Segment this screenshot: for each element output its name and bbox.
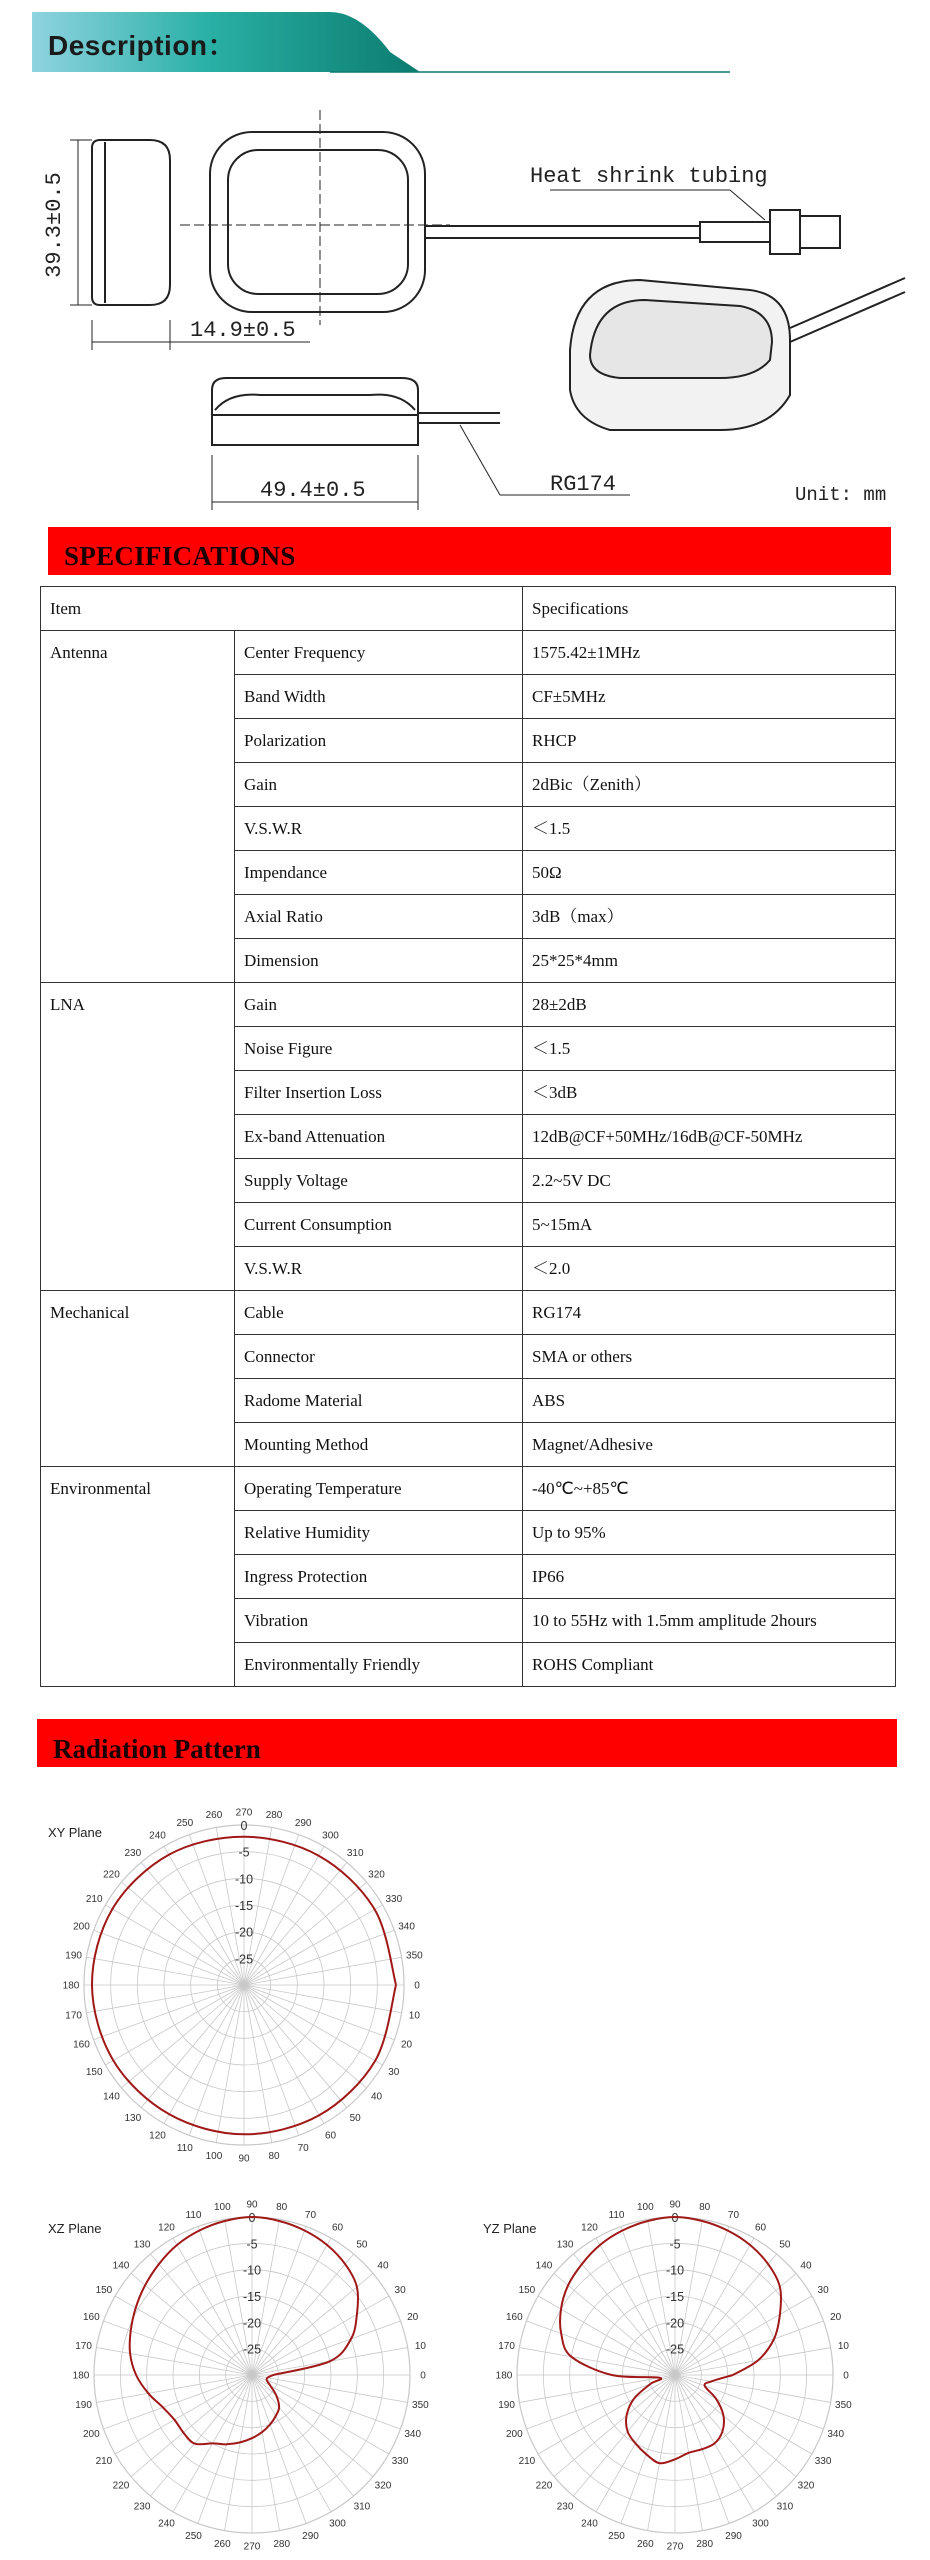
angle-tick-label: 90 (669, 2199, 681, 2211)
angle-tick-label: 320 (797, 2480, 815, 2492)
param-cell: Supply Voltage (235, 1159, 523, 1203)
angle-tick-label: 290 (725, 2531, 742, 2543)
param-cell: Cable (235, 1291, 523, 1335)
angle-tick-label: 260 (636, 2538, 654, 2550)
radial-tick-label: -20 (242, 2316, 262, 2331)
category-cell: Antenna (41, 631, 235, 983)
value-cell: RHCP (523, 719, 896, 763)
angle-tick-label: 290 (294, 1817, 312, 1829)
xz-plane-chart (40, 2180, 460, 2555)
angle-tick-label: 280 (265, 1810, 283, 1822)
chart-title: YZ Plane (483, 2221, 537, 2236)
radial-tick-label: -20 (665, 2316, 685, 2331)
angle-tick-label: 200 (82, 2428, 100, 2440)
chart-title: XY Plane (48, 1825, 102, 1840)
value-cell: 3dB（max） (523, 895, 896, 939)
value-cell: IP66 (523, 1555, 896, 1599)
angle-tick-label: 300 (322, 1830, 339, 1842)
value-cell: ＜2.0 (523, 1247, 896, 1291)
param-cell: Axial Ratio (235, 895, 523, 939)
specifications-title: SPECIFICATIONS (64, 541, 296, 571)
value-cell: 12dB@CF+50MHz/16dB@CF-50MHz (523, 1115, 896, 1159)
angle-tick-label: 280 (696, 2538, 714, 2550)
value-cell: ＜1.5 (523, 807, 896, 851)
angle-tick-label: 130 (124, 2113, 142, 2125)
angle-tick-label: 60 (324, 2130, 337, 2142)
param-cell: V.S.W.R (235, 807, 523, 851)
value-cell: ROHS Compliant (523, 1643, 896, 1687)
param-cell: Impendance (235, 851, 523, 895)
angle-tick-label: 210 (518, 2456, 536, 2467)
angle-tick-label: 110 (185, 2209, 202, 2221)
param-cell: Mounting Method (235, 1423, 523, 1467)
angle-tick-label: 190 (75, 2400, 92, 2412)
angle-tick-label: 170 (498, 2340, 515, 2352)
angle-tick-label: 260 (213, 2538, 231, 2550)
angle-tick-label: 10 (414, 2340, 426, 2352)
radial-tick-label: -15 (242, 2290, 262, 2304)
dim-depth-label: 14.9±0.5 (190, 318, 296, 343)
radiation-pattern-title: Radiation Pattern (53, 1734, 261, 1764)
yz-plane-chart (475, 2180, 895, 2555)
value-cell: Magnet/Adhesive (523, 1423, 896, 1467)
param-cell: Radome Material (235, 1379, 523, 1423)
radial-tick-label: -25 (242, 2342, 262, 2357)
angle-tick-label: 50 (349, 2113, 361, 2125)
angle-tick-label: 210 (85, 1894, 103, 1905)
radial-tick-label: -5 (246, 2237, 258, 2252)
angle-tick-label: 270 (243, 2541, 261, 2553)
angle-tick-label: 350 (835, 2400, 852, 2412)
angle-tick-label: 90 (246, 2199, 258, 2211)
param-cell: Filter Insertion Loss (235, 1071, 523, 1115)
table-row (41, 631, 896, 675)
angle-tick-label: 30 (394, 2285, 406, 2296)
angle-tick-label: 140 (112, 2260, 130, 2272)
radiation-pattern-banner (37, 1719, 897, 1767)
angle-tick-label: 320 (368, 1869, 385, 1881)
pattern-trace (560, 2217, 781, 2463)
dim-height-label: 39.3±0.5 (42, 172, 67, 278)
angle-tick-label: 310 (353, 2501, 371, 2513)
angle-tick-label: 130 (556, 2239, 574, 2251)
angle-tick-label: 0 (420, 2370, 426, 2382)
param-cell: Gain (235, 983, 523, 1027)
angle-tick-label: 20 (407, 2312, 419, 2324)
category-cell: Environmental (41, 1467, 235, 1687)
heat-shrink-label: Heat shrink tubing (530, 164, 768, 189)
angle-tick-label: 310 (346, 1847, 364, 1859)
radial-tick-label: -15 (665, 2290, 685, 2304)
radial-tick-label: -10 (234, 1872, 254, 1887)
value-cell: 2dBic（Zenith） (523, 763, 896, 807)
value-cell: 2.2~5V DC (523, 1159, 896, 1203)
radial-tick-label: -10 (242, 2263, 262, 2278)
angle-tick-label: 50 (779, 2239, 791, 2251)
angle-tick-label: 100 (636, 2202, 654, 2214)
xy-plane-chart (40, 1785, 460, 2165)
radial-tick-label: -5 (238, 1845, 250, 1860)
angle-tick-label: 270 (666, 2541, 684, 2553)
table-row (41, 1291, 896, 1335)
angle-tick-label: 70 (727, 2209, 740, 2221)
angle-tick-label: 240 (158, 2518, 175, 2530)
value-cell: 25*25*4mm (523, 939, 896, 983)
angle-tick-label: 300 (752, 2518, 769, 2530)
angle-tick-label: 250 (185, 2531, 202, 2543)
angle-tick-label: 320 (374, 2480, 392, 2492)
value-cell: SMA or others (523, 1335, 896, 1379)
radial-tick-label: -5 (669, 2237, 681, 2252)
value-cell: 1575.42±1MHz (523, 631, 896, 675)
value-cell: ABS (523, 1379, 896, 1423)
angle-tick-label: 30 (817, 2285, 829, 2296)
angle-tick-label: 70 (297, 2143, 309, 2155)
angle-tick-label: 20 (830, 2312, 842, 2324)
angle-tick-label: 220 (112, 2480, 130, 2492)
angle-tick-label: 140 (535, 2260, 553, 2272)
angle-tick-label: 150 (85, 2067, 103, 2078)
angle-tick-label: 160 (73, 2039, 90, 2051)
param-cell: Ex-band Attenuation (235, 1115, 523, 1159)
angle-tick-label: 130 (133, 2239, 151, 2251)
angle-tick-label: 90 (238, 2153, 250, 2165)
value-cell: 10 to 55Hz with 1.5mm amplitude 2hours (523, 1599, 896, 1643)
angle-tick-label: 150 (518, 2285, 536, 2296)
angle-tick-label: 310 (776, 2501, 794, 2513)
angle-tick-label: 330 (385, 1894, 403, 1905)
angle-tick-label: 160 (82, 2312, 100, 2324)
category-cell: Mechanical (41, 1291, 235, 1467)
angle-tick-label: 50 (356, 2239, 368, 2251)
angle-tick-label: 190 (65, 1950, 82, 1962)
angle-tick-label: 80 (276, 2202, 288, 2214)
angle-tick-label: 230 (133, 2501, 151, 2513)
angle-tick-label: 220 (103, 1869, 120, 1881)
param-cell: Noise Figure (235, 1027, 523, 1071)
angle-tick-label: 290 (302, 2531, 319, 2543)
angle-tick-label: 200 (73, 1921, 90, 1933)
param-cell: Center Frequency (235, 631, 523, 675)
angle-tick-label: 20 (401, 2039, 413, 2051)
angle-tick-label: 200 (505, 2428, 523, 2440)
param-cell: Vibration (235, 1599, 523, 1643)
angle-tick-label: 250 (176, 1817, 194, 1829)
angle-tick-label: 270 (235, 1807, 253, 1819)
angle-tick-label: 340 (404, 2428, 422, 2440)
radial-tick-label: 0 (671, 2211, 679, 2225)
angle-tick-label: 210 (95, 2456, 113, 2467)
angle-tick-label: 230 (124, 1847, 142, 1859)
value-cell: ＜1.5 (523, 1027, 896, 1071)
angle-tick-label: 100 (205, 2150, 223, 2162)
angle-tick-label: 240 (149, 1830, 166, 1842)
header-item: Item (41, 587, 523, 631)
value-cell: 28±2dB (523, 983, 896, 1027)
param-cell: Environmentally Friendly (235, 1643, 523, 1687)
angle-tick-label: 330 (391, 2456, 409, 2467)
angle-tick-label: 120 (149, 2130, 166, 2142)
angle-tick-label: 60 (754, 2222, 767, 2234)
angle-tick-label: 0 (843, 2370, 849, 2382)
angle-tick-label: 60 (331, 2222, 344, 2234)
angle-tick-label: 120 (158, 2222, 175, 2234)
angle-tick-label: 110 (608, 2209, 625, 2221)
angle-tick-label: 40 (377, 2260, 389, 2272)
table-row (41, 983, 896, 1027)
angle-tick-label: 180 (495, 2370, 513, 2382)
radial-tick-label: 0 (240, 1819, 248, 1833)
angle-tick-label: 160 (505, 2312, 523, 2324)
angle-tick-label: 80 (699, 2202, 711, 2214)
angle-tick-label: 340 (398, 1921, 415, 1933)
param-cell: Relative Humidity (235, 1511, 523, 1555)
radial-tick-label: -25 (234, 1952, 254, 1967)
angle-tick-label: 350 (406, 1950, 423, 1962)
angle-tick-label: 250 (608, 2531, 625, 2543)
value-cell: 50Ω (523, 851, 896, 895)
param-cell: Current Consumption (235, 1203, 523, 1247)
angle-tick-label: 190 (498, 2400, 515, 2412)
value-cell: ＜3dB (523, 1071, 896, 1115)
cable-label: RG174 (550, 472, 617, 497)
radial-tick-label: -10 (665, 2263, 685, 2278)
angle-tick-label: 110 (176, 2143, 193, 2155)
mechanical-drawing (30, 110, 910, 530)
angle-tick-label: 280 (273, 2538, 291, 2550)
table-row (41, 1467, 896, 1511)
specifications-table (40, 586, 896, 1687)
chart-title: XZ Plane (48, 2221, 102, 2236)
radial-tick-label: -25 (665, 2342, 685, 2357)
angle-tick-label: 240 (581, 2518, 598, 2530)
unit-label: Unit: mm (795, 484, 887, 506)
param-cell: Connector (235, 1335, 523, 1379)
value-cell: -40℃~+85℃ (523, 1467, 896, 1511)
angle-tick-label: 140 (103, 2091, 120, 2103)
radial-tick-label: -15 (234, 1899, 254, 1913)
param-cell: Operating Temperature (235, 1467, 523, 1511)
angle-tick-label: 350 (412, 2400, 429, 2412)
angle-tick-label: 0 (414, 1980, 420, 1992)
category-cell: LNA (41, 983, 235, 1291)
param-cell: Ingress Protection (235, 1555, 523, 1599)
angle-tick-label: 340 (827, 2428, 845, 2440)
angle-tick-label: 10 (408, 2010, 420, 2022)
description-title: Description： (48, 30, 237, 61)
param-cell: V.S.W.R (235, 1247, 523, 1291)
angle-tick-label: 40 (370, 2091, 383, 2103)
angle-tick-label: 70 (304, 2209, 317, 2221)
angle-tick-label: 300 (329, 2518, 346, 2530)
param-cell: Dimension (235, 939, 523, 983)
value-cell: Up to 95% (523, 1511, 896, 1555)
angle-tick-label: 150 (95, 2285, 113, 2296)
angle-tick-label: 30 (388, 2067, 400, 2078)
table-header-row (41, 587, 896, 631)
angle-tick-label: 170 (75, 2340, 92, 2352)
radial-tick-label: -20 (234, 1925, 254, 1940)
radial-tick-label: 0 (248, 2211, 256, 2225)
angle-tick-label: 260 (205, 1810, 223, 1822)
angle-tick-label: 180 (62, 1980, 80, 1992)
angle-tick-label: 170 (65, 2010, 82, 2022)
param-cell: Polarization (235, 719, 523, 763)
specifications-banner (48, 527, 891, 575)
value-cell: CF±5MHz (523, 675, 896, 719)
value-cell: 5~15mA (523, 1203, 896, 1247)
angle-tick-label: 100 (213, 2202, 231, 2214)
angle-tick-label: 330 (814, 2456, 832, 2467)
value-cell: RG174 (523, 1291, 896, 1335)
angle-tick-label: 40 (800, 2260, 812, 2272)
angle-tick-label: 180 (72, 2370, 90, 2382)
param-cell: Band Width (235, 675, 523, 719)
param-cell: Gain (235, 763, 523, 807)
angle-tick-label: 10 (837, 2340, 849, 2352)
angle-tick-label: 120 (581, 2222, 598, 2234)
angle-tick-label: 230 (556, 2501, 574, 2513)
angle-tick-label: 220 (535, 2480, 553, 2492)
angle-tick-label: 80 (268, 2150, 280, 2162)
dim-width-label: 49.4±0.5 (260, 478, 366, 503)
header-spec: Specifications (523, 587, 896, 631)
